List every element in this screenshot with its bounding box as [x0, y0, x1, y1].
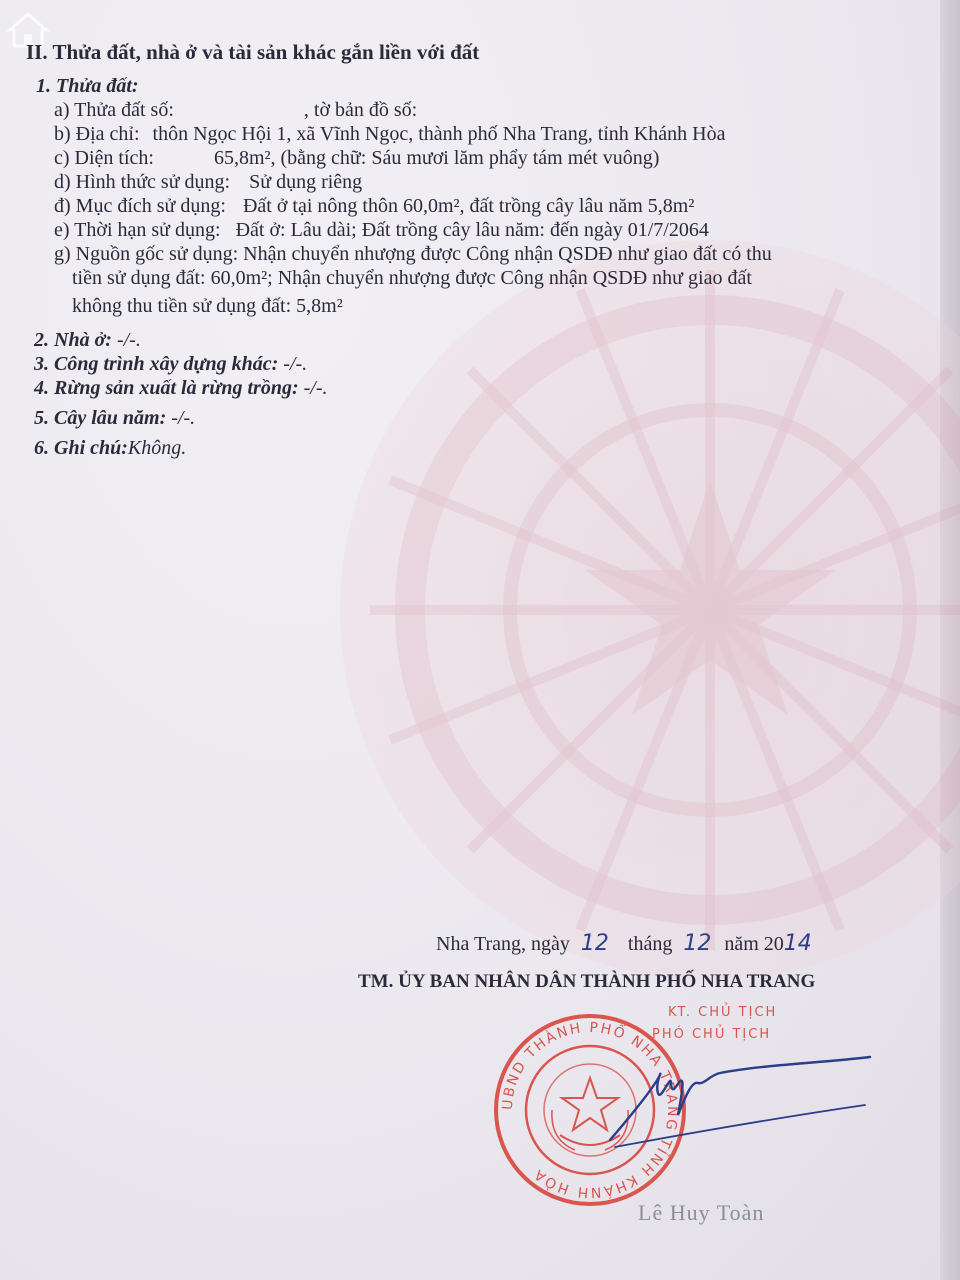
purpose-value: Đất ở tại nông thôn 60,0m², đất trồng cây lâu năm 5,8m²: [242, 195, 695, 217]
planted-forest-value: -/-.: [303, 377, 328, 399]
land-address-row: [54, 122, 725, 146]
house-row: [34, 328, 141, 352]
date-year: 14: [783, 931, 812, 956]
note-label: 6. Ghi chú:: [34, 437, 128, 459]
date-year-label: năm 20: [724, 933, 784, 955]
perennial-trees-value: -/-.: [171, 407, 196, 429]
other-construction-label: 3. Công trình xây dựng khác:: [34, 353, 279, 375]
land-area-row: [54, 146, 659, 170]
term-label: e) Thời hạn sử dụng:: [54, 219, 221, 241]
usage-form-label: d) Hình thức sử dụng:: [54, 171, 231, 193]
handwritten-signature: [600, 1045, 880, 1155]
signer-role-2: PHÓ CHỦ TỊCH: [652, 1027, 772, 1042]
seal-text: UBND THÀNH PHỐ NHA TRANG TỈNH KHÁNH HÒA: [499, 1019, 681, 1201]
note-row: [34, 436, 186, 460]
other-construction-value: -/-.: [283, 353, 308, 375]
origin-value-line1: Nhận chuyển nhượng được Công nhận QSDĐ như giao đất có thu: [243, 243, 772, 265]
purpose-label: đ) Mục đích sử dụng:: [54, 195, 226, 217]
land-usage-form-row: [54, 170, 362, 194]
planted-forest-label: 4. Rừng sản xuất là rừng trồng:: [34, 377, 299, 399]
issuing-authority: TM. ỦY BAN NHÂN DÂN THÀNH PHỐ NHA TRANG: [358, 971, 816, 992]
address-label: b) Địa chỉ:: [54, 123, 140, 145]
other-construction-row: [34, 352, 307, 376]
land-origin-row: [54, 242, 772, 266]
usage-form-value: Sử dụng riêng: [249, 171, 363, 193]
land-term-row: [54, 218, 709, 242]
national-emblem-watermark: [330, 230, 960, 990]
parcel-number-label: a) Thửa đất số:: [54, 99, 174, 121]
address-value: thôn Ngọc Hội 1, xã Vĩnh Ngọc, thành phố Nha Trang, tỉnh Khánh Hòa: [152, 123, 726, 145]
planted-forest-row: [34, 376, 328, 400]
section-title: II. Thửa đất, nhà ở và tài sản khác gắn liền với đất: [26, 40, 480, 64]
origin-value-line2: tiền sử dụng đất: 60,0m²; Nhận chuyển nhượng được Công nhận QSDĐ như giao đất: [72, 267, 752, 289]
house-label: 2. Nhà ở:: [34, 329, 112, 351]
origin-label: g) Nguồn gốc sử dụng:: [54, 243, 239, 265]
perennial-trees-label: 5. Cây lâu năm:: [34, 407, 167, 429]
land-heading: 1. Thửa đất:: [36, 75, 139, 97]
signer-name: Lê Huy Toàn: [638, 1200, 765, 1225]
area-value: 65,8m², (bằng chữ: Sáu mươi lăm phẩy tám mét vuông): [213, 147, 660, 169]
note-value: Không.: [127, 437, 187, 459]
origin-value-line3: không thu tiền sử dụng đất: 5,8m²: [72, 295, 343, 317]
date-month-label: tháng: [627, 933, 673, 955]
signer-role-1: KT. CHỦ TỊCH: [668, 1005, 778, 1020]
map-sheet-label: , tờ bản đồ số:: [303, 99, 418, 121]
term-value: Đất ở: Lâu dài; Đất trồng cây lâu năm: đến ngày 01/7/2064: [235, 219, 709, 241]
place-date-line: [436, 932, 812, 956]
place-date-prefix: Nha Trang, ngày: [436, 933, 570, 955]
land-purpose-row: [54, 194, 694, 218]
date-day: 12: [580, 931, 609, 956]
house-value: -/-.: [116, 329, 141, 351]
date-month: 12: [683, 931, 712, 956]
area-label: c) Diện tích:: [54, 147, 154, 169]
land-parcel-number-row: [54, 98, 417, 122]
perennial-trees-row: [34, 406, 195, 430]
